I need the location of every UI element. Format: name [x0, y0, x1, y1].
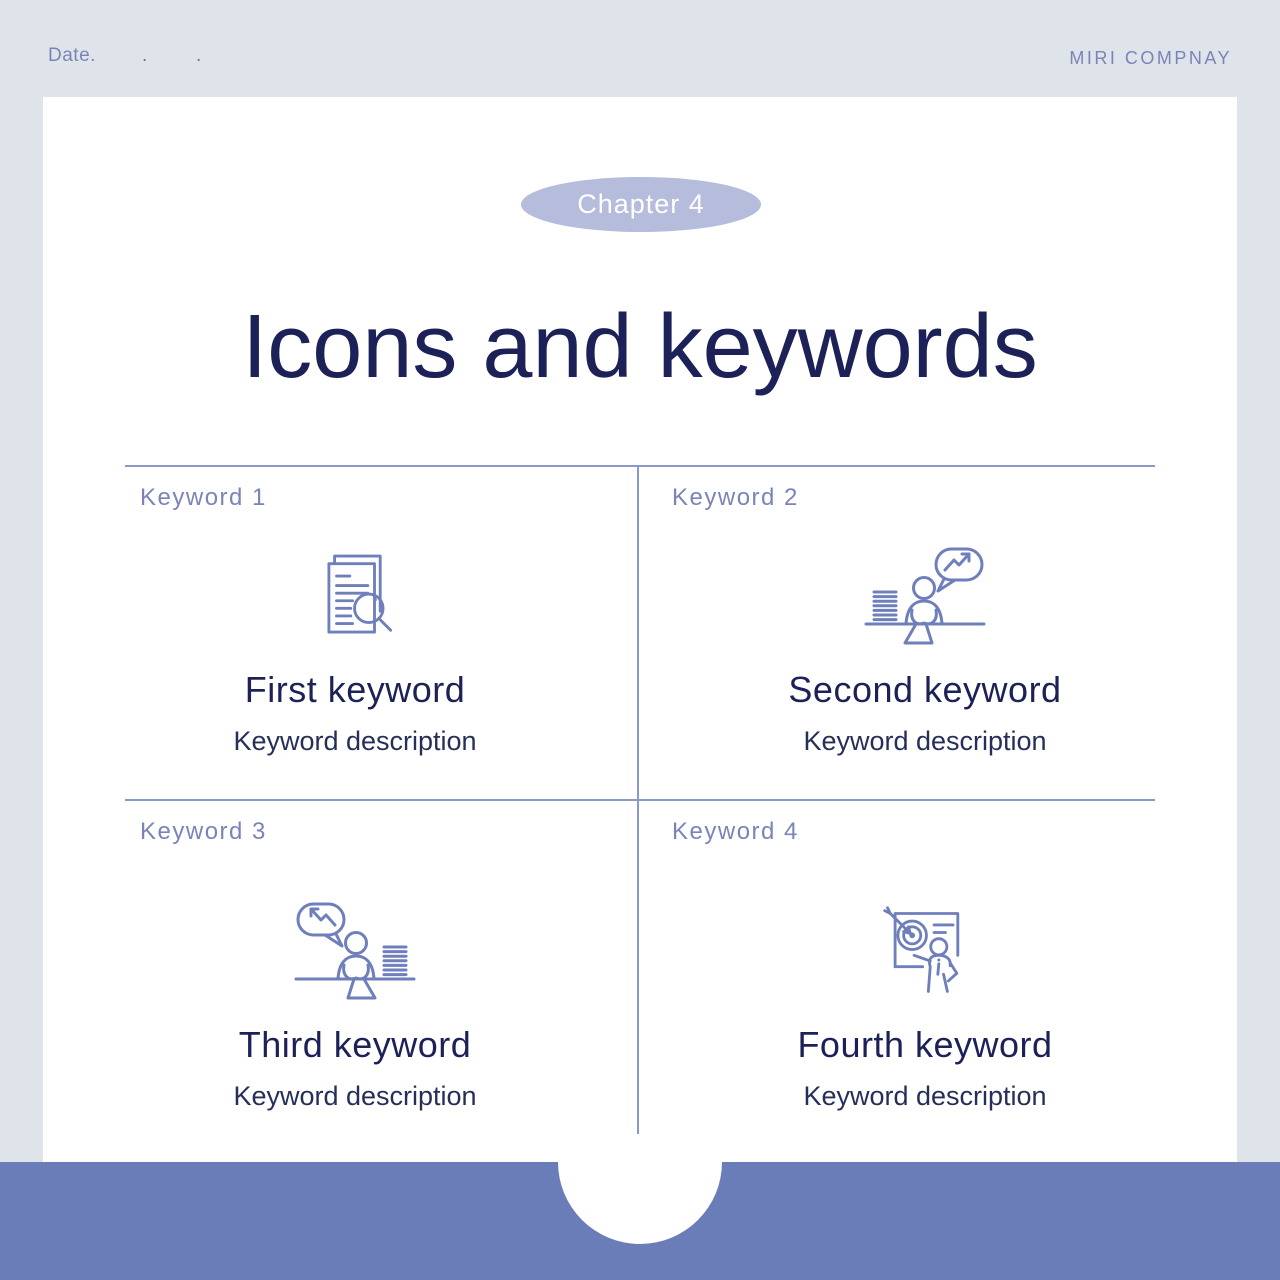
keyword-heading-1: First keyword [244, 669, 466, 710]
grid-divider-middle [125, 799, 1155, 801]
quadrant-label-2: Keyword 2 [672, 484, 799, 511]
keyword-block-3 [125, 898, 585, 1112]
quadrant-label-4: Keyword 4 [672, 818, 799, 845]
quadrant-label-1: Keyword 1 [140, 484, 267, 511]
person-desk-growth-chat-icon [695, 543, 1155, 649]
chapter-badge-label: Chapter 4 [577, 189, 705, 219]
chapter-badge [521, 177, 761, 232]
keyword-heading-3: Third keyword [238, 1024, 472, 1065]
page-title: Icons and keywords [242, 297, 1038, 397]
date-label: Date. [48, 45, 96, 66]
person-desk-growth-chat-mirrored-icon [125, 898, 585, 1004]
company-name: MIRI COMPNAY [1069, 48, 1232, 68]
quadrant-label-3: Keyword 3 [140, 818, 267, 845]
keyword-description-3: Keyword description [233, 1081, 477, 1111]
date-dot: . [142, 45, 148, 66]
document-search-icon [125, 543, 585, 649]
presentation-target-icon [695, 898, 1155, 1004]
keyword-block-1 [125, 543, 585, 757]
keyword-heading-2: Second keyword [788, 669, 1062, 710]
keyword-description-4: Keyword description [803, 1081, 1047, 1111]
keyword-block-2 [695, 543, 1155, 757]
keyword-block-4 [695, 898, 1155, 1112]
keyword-description-1: Keyword description [233, 726, 477, 756]
grid-divider-vertical [637, 465, 639, 1134]
date-dot: . [196, 45, 202, 66]
keyword-heading-4: Fourth keyword [797, 1024, 1053, 1065]
keyword-description-2: Keyword description [803, 726, 1047, 756]
grid-divider-top [125, 465, 1155, 467]
